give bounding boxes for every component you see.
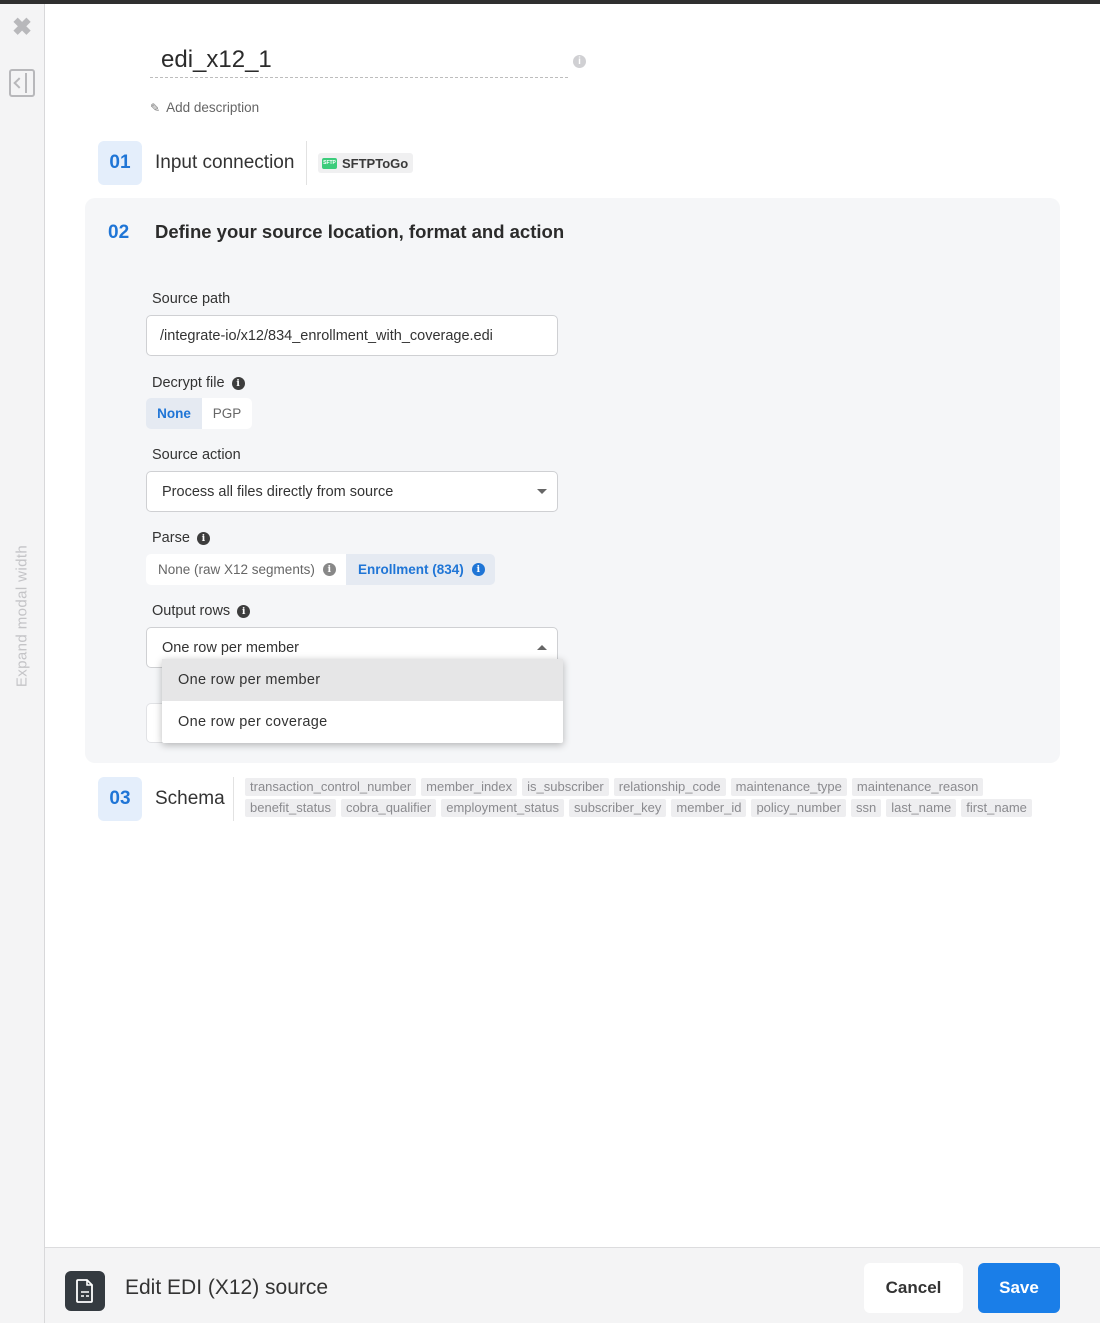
schema-field-chip: first_name	[961, 799, 1032, 817]
source-action-label: Source action	[152, 447, 241, 463]
schema-field-chip: relationship_code	[614, 778, 726, 796]
pencil-icon: ✎	[150, 100, 161, 115]
info-icon[interactable]: i	[232, 377, 245, 390]
source-path-label: Source path	[152, 291, 231, 307]
schema-field-list	[245, 778, 1045, 820]
dropdown-option-one-row-per-member[interactable]: One row per member	[162, 659, 563, 701]
schema-field-chip: cobra_qualifier	[341, 799, 436, 817]
parse-option-enrollment[interactable]: Enrollment (834) i	[346, 554, 495, 585]
parse-toggle	[146, 554, 495, 585]
step-title: Define your source location, format and action	[155, 221, 565, 242]
decrypt-option-pgp[interactable]: PGP	[202, 398, 252, 429]
parse-option-none[interactable]: None (raw X12 segments) i	[146, 554, 346, 585]
schema-field-chip: ssn	[851, 799, 881, 817]
step-label-schema[interactable]: Schema	[155, 788, 225, 809]
schema-field-chip: subscriber_key	[569, 799, 666, 817]
cancel-button[interactable]: Cancel	[864, 1263, 963, 1313]
chevron-down-icon	[537, 489, 547, 494]
step-number: 02	[108, 222, 130, 243]
step-label-input-connection[interactable]: Input connection	[155, 152, 295, 173]
collapse-panel-icon[interactable]	[9, 69, 35, 97]
save-button[interactable]: Save	[978, 1263, 1060, 1313]
output-rows-dropdown-menu	[162, 659, 563, 743]
close-icon[interactable]: ✖	[11, 13, 33, 41]
connection-badge[interactable]	[318, 153, 413, 173]
top-border	[0, 0, 1100, 4]
info-icon[interactable]: i	[323, 563, 336, 576]
source-action-select[interactable]: Process all files directly from source	[146, 471, 558, 512]
step-number: 01	[98, 141, 142, 185]
sftp-logo-icon: SFTP	[322, 158, 337, 169]
info-icon[interactable]: i	[573, 55, 586, 68]
expand-modal-width-button[interactable]: Expand modal width	[13, 544, 31, 688]
schema-field-chip: last_name	[886, 799, 956, 817]
document-icon	[65, 1271, 105, 1311]
schema-field-chip: maintenance_type	[731, 778, 847, 796]
step-number: 03	[98, 777, 142, 821]
info-icon[interactable]: i	[237, 605, 250, 618]
add-description-label: Add description	[166, 100, 260, 115]
connection-name: SFTPToGo	[342, 155, 409, 171]
schema-field-chip: benefit_status	[245, 799, 336, 817]
decrypt-file-label: Decrypt file i	[152, 375, 245, 391]
component-name-field[interactable]	[150, 44, 568, 78]
schema-field-chip: is_subscriber	[522, 778, 609, 796]
modal-side-rail	[0, 4, 45, 1323]
parse-label: Parse i	[152, 530, 210, 546]
modal-footer	[45, 1247, 1100, 1323]
dropdown-option-one-row-per-coverage[interactable]: One row per coverage	[178, 714, 328, 730]
schema-field-chip: transaction_control_number	[245, 778, 416, 796]
divider	[306, 141, 307, 185]
modal-title: Edit EDI (X12) source	[125, 1276, 329, 1299]
output-rows-select[interactable]: One row per member	[146, 627, 558, 668]
schema-field-chip: member_index	[421, 778, 517, 796]
decrypt-toggle	[146, 398, 252, 429]
info-icon[interactable]: i	[472, 563, 485, 576]
schema-field-chip: policy_number	[751, 799, 846, 817]
schema-field-chip: maintenance_reason	[852, 778, 983, 796]
schema-field-chip: member_id	[671, 799, 746, 817]
chevron-up-icon	[537, 645, 547, 650]
divider	[233, 777, 234, 821]
source-path-input[interactable]: /integrate-io/x12/834_enrollment_with_coverage.edi	[146, 315, 558, 356]
info-icon[interactable]: i	[197, 532, 210, 545]
decrypt-option-none[interactable]: None	[146, 398, 202, 429]
add-description-link[interactable]	[150, 100, 259, 115]
output-rows-label: Output rows i	[152, 603, 250, 619]
schema-field-chip: employment_status	[441, 799, 564, 817]
component-name-input[interactable]	[150, 44, 568, 76]
